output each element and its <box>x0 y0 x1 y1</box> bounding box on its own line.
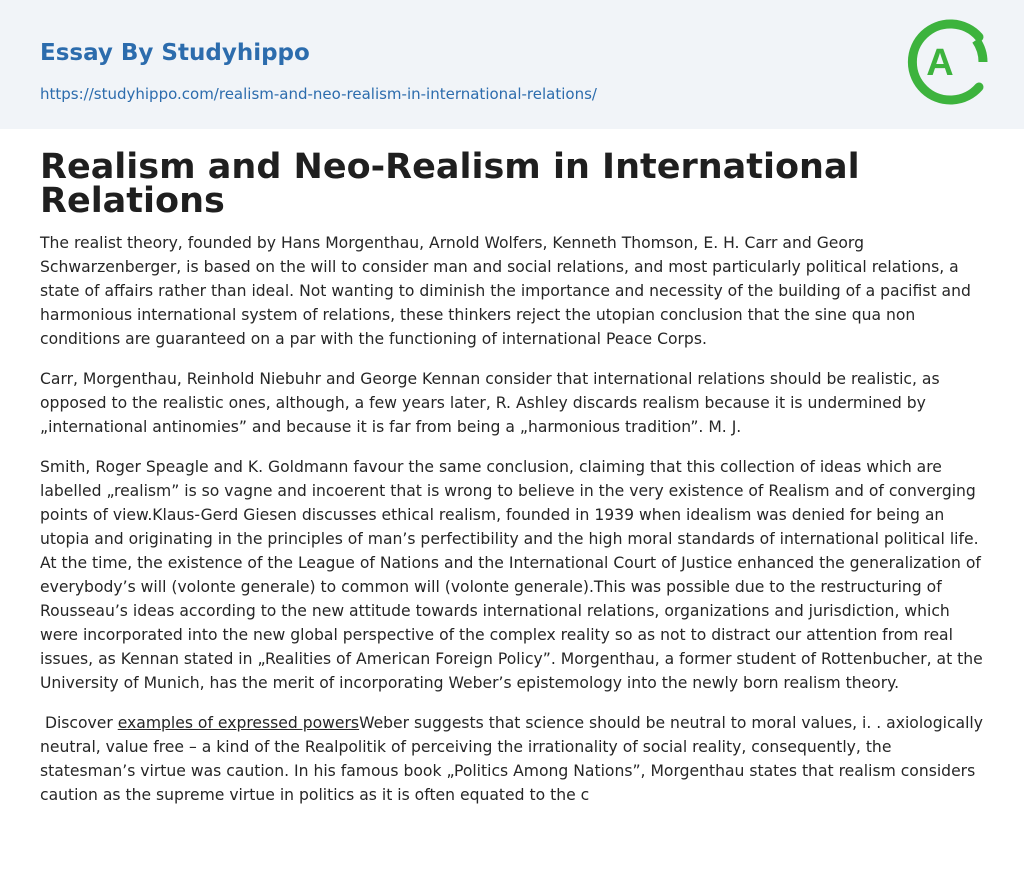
circle-a-logo-icon[interactable] <box>900 17 990 107</box>
paragraph-text: Weber suggests that science should be neutral to moral values, i. . axiologically neutral, value free – a kind of the Realpolitik of perceiving the irrationality of social reality, consequently, the statesman’s virtue was caution. In his famous book „Politics Among Nations”, Morgenthau states that realism considers caution as the supreme virtue in politics as it is often equated to the c <box>40 714 983 804</box>
site-header <box>0 0 1024 129</box>
site-title[interactable]: Essay By Studyhippo <box>40 40 310 66</box>
logo-letter: A <box>926 42 954 84</box>
article-paragraph-with-link <box>40 711 984 807</box>
article-paragraph: Smith, Roger Speagle and K. Goldmann favour the same conclusion, claiming that this collection of ideas which are labelled „realism” is so vagne and incoerent that is wrong to believe in the very existence of Realism and of converging points of view.Klaus-Gerd Giesen discusses ethical realism, founded in 1939 when idealism was denied for being an utopia and originating in the principles of man’s perfectibility and the high moral standards of international political life. At the time, the existence of the League of Nations and the International Court of Justice enhanced the generalization of everybody’s will (volonte generale) to common will (volonte generale).This was possible due to the restructuring of Rousseau’s ideas according to the new attitude towards international relations, organizations and jurisdiction, which were incorporated into the new global perspective of the complex reality so as not to distract our attention from real issues, as Kennan stated in „Realities of American Foreign Policy”. Morgenthau, a former student of Rottenbucher, at the University of Munich, has the merit of incorporating Weber’s epistemology into the newly born realism theory. <box>40 458 983 692</box>
article-paragraph: The realist theory, founded by Hans Morgenthau, Arnold Wolfers, Kenneth Thomson, E. H. Carr and Georg Schwarzenberger, is based on the will to consider man and social relations, and most particularly political relations, a state of affairs rather than ideal. Not wanting to diminish the importance and necessity of the building of a pacifist and harmonious international system of relations, these thinkers reject the utopian conclusion that the sine qua non conditions are guaranteed on a par with the functioning of international Peace Corps. <box>40 234 971 348</box>
discover-prefix: Discover <box>40 714 118 732</box>
article-body <box>0 147 1024 807</box>
article-paragraph: Carr, Morgenthau, Reinhold Niebuhr and George Kennan consider that international relations should be realistic, as opposed to the realistic ones, although, a few years later, R. Ashley discards realism because it is undermined by „international antinomies” and because it is far from being a „harmonious tradition”. M. J. <box>40 370 940 436</box>
article-title: Realism and Neo-Realism in International Relations <box>40 147 860 221</box>
page-url-link[interactable]: https://studyhippo.com/realism-and-neo-realism-in-international-relations/ <box>40 85 597 103</box>
related-essay-link[interactable]: examples of expressed powers <box>117 714 360 732</box>
